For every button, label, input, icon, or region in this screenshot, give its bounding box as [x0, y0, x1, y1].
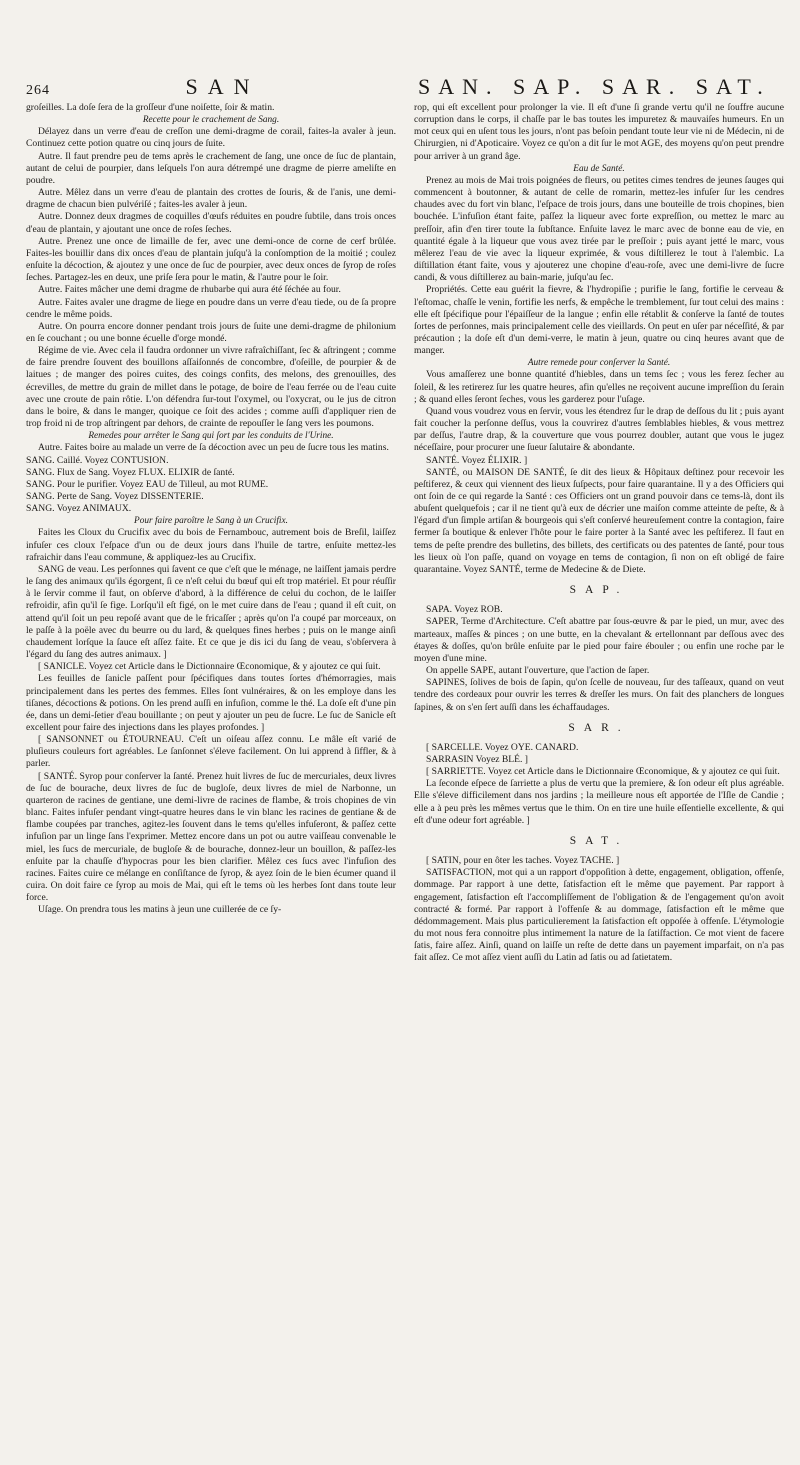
- paragraph: groſeilles. La doſe ſera de la groſſeur d'une noiſette, ſoir & matin.: [26, 102, 275, 113]
- paragraph: SAPINES, ſolives de bois de ſapin, qu'on ſcelle de nouveau, ſur des taſſeaux, quand on veut tendre des cordeaux pour ouvrir les terres & dreſſer les murs. On fait des planchers de longues ſapines, & on s'en ſert auſſi dans les échaffaudages.: [414, 677, 784, 713]
- section-heading: SAT.: [569, 834, 629, 847]
- paragraph: Vous amaſſerez une bonne quantité d'hiebles, dans un tems ſec ; vous les ferez ſecher au ſoleil, & les retirerez ſur les quatre heures, afin qu'elles ne reçoivent aucune impreſſion du ſerain ; & quand elles ſeront ſeches, vous les garderez pour l'uſage.: [414, 369, 784, 405]
- paragraph: On appelle SAPE, autant l'ouverture, que l'action de ſaper.: [426, 665, 650, 677]
- cross-reference-entry: SANG. Pour le purifier. Voyez EAU de Tilleul, au mot RUME.: [26, 478, 269, 490]
- paragraph: Faites les Cloux du Crucifix avec du bois de Fernambouc, autrement bois de Breſil, laiſſez infuſer ces cloux l'eſpace d'un ou de deux jours dans l'huile de tartre, enſuite mettez-les rafraichir dans l'eau commune, & appliquez-les au Crucifix.: [26, 527, 396, 563]
- paragraph: Régime de vie. Avec cela il faudra ordonner un vivre rafraîchiſſant, ſec & aſtringent ; comme de faire prendre ſouvent des bouillons aſſaiſonnés de concombre, d'oſeille, de pourpier & de laitues ; de manger des poires cuites, des coings confits, des melons, des grenouilles, des écrevilles, de mettre du grain de millet dans le potage, de boire de l'eau ferrée ou de l'eau cuite avec une croute de pain rôtie. L'on défendra ſur-tout l'oxymel, ou l'oxycrat, ou le jus de citron dans le boire, & dans le manger, quoique ce ſoit des acides ; comme auſſi d'appliquer rien de trop froid ni de trop aſtringent par dehors, de crainte de repouſſer le ſang vers les poumons.: [26, 345, 396, 430]
- paragraph: SAPA. Voyez ROB.: [426, 604, 503, 616]
- paragraph: SANTÉ, ou MAISON DE SANTÉ, ſe dit des lieux & Hôpitaux deſtinez pour recevoir les peſtiferez, & ceux qui viennent des lieux ſuſpects, pour faire quarantaine. Il y a des Officiers qui ont ſoin de ce qui regarde la Santé : ces Officiers ont un grand pouvoir dans ce tems-là, dont ils abuſent quelquefois ; car il ne tient qu'à eux de décrier une maiſon comme atteinte de peſte, & à l'égard d'un ſimple artiſan & bourgeois qui s'eſt conſervé heureuſement contre la contagion, faire fermer ſa boutique & enlever l'hôte pour le faire porter à la Santé avec les peſtiferez. Il faut en tems de peſte prendre des bulletins, des billets, des certificats ou des patentes de ſanté, pour tous les lieux où l'on paſſe, quand on voyage en tems de contagion, ſi non on eſt obligé de faire quarantaine. Voyez SANTÉ, terme de Medecine & de Diete.: [414, 466, 784, 575]
- paragraph: Propriétés. Cette eau guérit la fievre, & l'hydropiſie ; purifie le ſang, fortifie le cerveau & l'eſtomac, chaſſe le venin, fortifie les nerfs, & empêche le tremblement, ſur tout celui des mains : elle eſt ſpécifique pour l'épaiſſeur de la langue ; enfin elle rétablit & conſerve la ſanté de toutes ſortes de perſonnes, mais principalement celle des vieillards. On peut en uſer par néceſſité, & par précaution ; la doſe eſt d'un demi-verre, le matin à jeun, quatre ou cinq heures avant que de manger.: [414, 284, 784, 357]
- right-column: [414, 102, 784, 964]
- running-head-right: SAN. SAP. SAR. SAT.: [418, 74, 771, 99]
- paragraph: Autre. Faites boire au malade un verre de ſa décoction avec un peu de ſucre tous les matins.: [38, 442, 389, 454]
- paragraph: Prenez au mois de Mai trois poignées de fleurs, ou petites cimes tendres de jeunes ſauges qui commencent à boutonner, & autant de celle de romarin, mettez-les infuſer ſur les cendres chaudes avec du fort vin blanc, l'eſpace de trois jours, dans une bouteille de trois chopines, bien bouchée. L'infuſion étant faite, paſſez la liqueur avec forte expreſſion, ou mettez le marc au preſſoir, afin d'en tirer toute la ſubſtance. Enſuite lavez le marc avec de bonne eau de vie, en quantité égale à la liqueur que vous avez tirée par le preſſoir ; puis ayant jetté le marc, vous mêlerez l'eau de vie avec la liqueur exprimée, & vous diſtillerez le tout à l'alembic. La diſtillation étant faite, vous y ajouterez une chopine d'eau-roſe, avec une demi-livre de ſucre candi, & vous diſtillerez au bain-marie, juſqu'au ſec.: [414, 174, 784, 284]
- cross-reference-entry: SANG. Perte de Sang. Voyez DISSENTERIE.: [26, 491, 204, 502]
- cross-reference-entry: SANG. Voyez ANIMAUX.: [26, 503, 132, 515]
- paragraph: Délayez dans un verre d'eau de creſſon une demi-dragme de corail, faites-la avaler à jeun. Continuez cette potion quatre ou cinq jours de ſuite.: [26, 126, 396, 150]
- paragraph: Quand vous voudrez vous en ſervir, vous les étendrez ſur le drap de deſſous du lit ; puis ayant fait coucher la perſonne deſſus, vous la couvrirez d'autres ſemblables hiebles, & vous mettrez par deſſus, l'autre drap, & la couverture que vous pourrez doubler, autant que vous le jugez néceſſaire, pour procurer une ſueur ſalutaire & abondante.: [414, 405, 784, 454]
- paragraph: SATISFACTION, mot qui a un rapport d'oppoſition à dette, engagement, obligation, offenſe, dommage. Par rapport à une dette, ſatisfaction eſt le même que payement. Par rapport à engagement, ſatisfaction eſt l'accompliſſement de l'obligation & de l'engagement qu'on avoit contracté & formé. Par rapport à l'offenſe & au dommage, ſatisfaction eſt le même que dédommagement. Mais plus particulierement la ſatisfaction eſt oppoſée à offenſe. L'étymologie du mot nous fera connoitre plus intimement la nature de la ſatiſfaction. Ce mot vient de facere ſatis, faire aſſez. Ainſi, quand on laiſſe un reſte de dette dans un payement imparfait, on n'a pas fait aſſez. Ce mot aſſez vient auſſi du Latin ad ſatis ou ad ſatietatem.: [414, 867, 784, 964]
- paragraph: Autre. Prenez une once de limaille de fer, avec une demi-once de corne de cerf brûlée. Faites-les bouillir dans dix onces d'eau de plantain juſqu'à la conſomption de la moitié ; coulez enſuite la décoction, & ajoutez y une once de ſuc de pourpier, avec deux onces de ſyrop de roſes ſeches. Partagez-les en deux, une priſe ſera pour le matin, & l'autre pour le ſoir.: [26, 235, 396, 284]
- section-heading: SAR.: [568, 721, 630, 734]
- paragraph: Autre. On pourra encore donner pendant trois jours de ſuite une demi-dragme de philonium en ſe couchant ; ou une bonne écuelle d'orge mondé.: [26, 320, 396, 344]
- paragraph: Autre. Faites avaler une dragme de liege en poudre dans un verre d'eau tiede, ou de ſa propre cendre le même poids.: [26, 296, 396, 320]
- paragraph: Autre. Faites mâcher une demi dragme de rhubarbe qui aura été ſéchée au four.: [38, 284, 341, 296]
- paragraph: La ſeconde eſpece de ſarriette a plus de vertu que la premiere, & ſon odeur eſt plus agréable. Elle s'éleve difficilement dans nos jardins ; la meilleure nous eſt apportée de l'Iſle de Candie ; elle a à peu près les mêmes vertus que le thim. On en tire une huile eſſentielle excellente, & qui eſt d'une odeur fort agréable. ]: [414, 778, 784, 826]
- section-rubric: Eau de Santé.: [573, 163, 625, 174]
- left-title: SAN: [185, 74, 260, 99]
- page-number: 264: [26, 83, 50, 98]
- paragraph: Les feuilles de ſanicle paſſent pour ſpécifiques dans toutes ſortes d'hémorragies, mais principalement dans les pertes des femmes. Elles ſont vulnéraires, & on les employe dans les tiſanes, décoctions & potions. On les prend auſſi en infuſion, comme le thé. La doſe eſt d'une pin ée, dans un demi-ſetier d'eau bouillante ; on peut y ajouter un peu de ſucre. Le ſuc de Sanicle eſt excellent pour faire des injections dans les playes profondes. ]: [26, 673, 396, 733]
- paragraph: [ SARRIETTE. Voyez cet Article dans le Dictionnaire Œconomique, & y ajoutez ce qui ſuit.: [426, 766, 780, 778]
- section-rubric: Autre remede pour conſerver la Santé.: [527, 358, 671, 369]
- left-column: [26, 102, 396, 964]
- paragraph: SANTÉ. Voyez ÉLIXIR. ]: [426, 454, 528, 466]
- paragraph: [ SANTÉ. Syrop pour conſerver la ſanté. Prenez huit livres de ſuc de mercuriales, deux livres de ſuc de bourache, deux livres de ſuc de bugloſe, deux livres de miel de Narbonne, un quarteron de racines de gentiane, une demi-livre de racines de flambe, & trois chopines de vin blanc. Faites infuſer pendant vingt-quatre heures dans le vin blanc les racines de gentiane & de flambe coupées par tranches, agitez-les ſouvent dans le tems qu'elles infuſeront, & paſſez cette infuſion par un linge ſans l'exprimer. Mettez encore dans un pot ou autre vaiſſeau convenable le miel, les ſucs de mercuriale, de bugloſe & de bourache, donnez-leur un bouillon, & paſſez-les enſuite par la chauſſe d'hypocras pour les bien clarifier. Mêlez ces ſucs avec l'infuſion des racines. Faites cuire ce mélange en conſiſtance de ſyrop, & ayez ſoin de le bien écumer quand il cuira. On doit faire ce ſyrop au mois de Mai, qui eſt le tems où les herbes ſont dans toute leur force.: [26, 770, 396, 904]
- section-rubric: Pour faire paroître le Sang à un Crucifix.: [134, 516, 288, 527]
- paragraph: SANG de veau. Les perſonnes qui ſavent ce que c'eſt que le ménage, ne laiſſent jamais perdre le ſang des animaux qu'ils égorgent, ſi ce n'eſt celui du bœuf qui eſt trop matériel. Et pour réuſſir à le ſervir comme il faut, on obſerve d'abord, à la différence de celui du cochon, de le laiſſer refroidir, afin qu'il ſe fige. Lorſqu'il eſt figé, on le met cuire dans de l'eau ; quand il eſt cuit, on attend qu'il ſoit un peu repoſé avant que de le fricaſſer ; après qu'on l'a coupé par morceaux, on le paſſe à la poële avec du beurre ou du lard, & quelques fines herbes ; puis on le mange ainſi chaudement lorſque la ſauce eſt aſſez faite. Et ce que je dis ici du ſang de veau, s'obſervera à l'égard du ſang des autres animaux. ]: [26, 563, 396, 661]
- paragraph: Autre. Mêlez dans un verre d'eau de plantain des crottes de ſouris, & de l'anis, une demi-dragme de chacun bien pulvériſé ; faites-les avaler à jeun.: [26, 187, 396, 211]
- paragraph: [ SANSONNET ou ÉTOURNEAU. C'eſt un oiſeau aſſez connu. Le mâle eſt varié de pluſieurs couleurs fort agréables. Le ſanſonnet s'éleve facilement. On lui apprend à ſiffler, & à parler.: [26, 734, 396, 770]
- paragraph: SAPER, Terme d'Architecture. C'eſt abattre par ſous-œuvre & par le pied, un mur, avec des marteaux, maſſes & pinces ; on une butte, en la chevalant & ertellonnant par deſſous avec des étayes & doſſes, qu'on brûle enſuite par le pied pour faire ébouler ; ou enfin une roche par le moyen d'une mine.: [414, 616, 784, 664]
- paragraph: Autre. Il faut prendre peu de tems après le crachement de ſang, une once de ſuc de plantain, autant de celui de pourpier, dans leſquels l'on aura détrempé une dragme de pierre ameliſte en poudre.: [26, 150, 396, 186]
- paragraph: [ SARCELLE. Voyez OYE. CANARD.: [426, 741, 579, 753]
- running-head-left: [26, 74, 396, 100]
- text-columns: [26, 102, 784, 964]
- cross-reference-entry: SANG. Caillé. Voyez CONTUSION.: [26, 454, 169, 466]
- paragraph: Uſage. On prendra tous les matins à jeun une cuillerée de ce ſy-: [38, 904, 282, 916]
- section-rubric: Recette pour le crachement de Sang.: [142, 115, 280, 126]
- paragraph: [ SATIN, pour en ôter les taches. Voyez TACHE. ]: [426, 855, 620, 867]
- section-heading: SAP.: [569, 584, 629, 597]
- paragraph: Autre. Donnez deux dragmes de coquilles d'œufs réduites en poudre ſubtile, dans trois onces d'eau de plantain, y ajoutant une once de roſes ſeches.: [26, 211, 396, 235]
- section-rubric: Remedes pour arrêter le Sang qui ſort par les conduits de l'Urine.: [88, 431, 334, 442]
- paragraph: SARRASIN Voyez BLÉ. ]: [426, 753, 528, 765]
- paragraph: rop, qui eſt excellent pour prolonger la vie. Il eſt d'une ſi grande vertu qu'il ne ſouffre aucune corruption dans le corps, il chaſſe par le bas toutes les impuretez & mauvaiſes humeurs. En un mot ceux qui en uſent tous les jours, n'ont pas beſoin pendant toute leur vie ni de Médecin, ni de Chirurgien, ni d'Apoticaire. Voyez ce qu'on a dit ſur le mot AGE, des moyens qu'on peut prendre pour arriver à un grand âge.: [414, 102, 784, 162]
- paragraph: [ SANICLE. Voyez cet Article dans le Dictionnaire Œconomique, & y ajoutez ce qui ſuit.: [38, 661, 381, 673]
- cross-reference-entry: SANG. Flux de Sang. Voyez FLUX. ELIXIR de ſanté.: [26, 466, 235, 478]
